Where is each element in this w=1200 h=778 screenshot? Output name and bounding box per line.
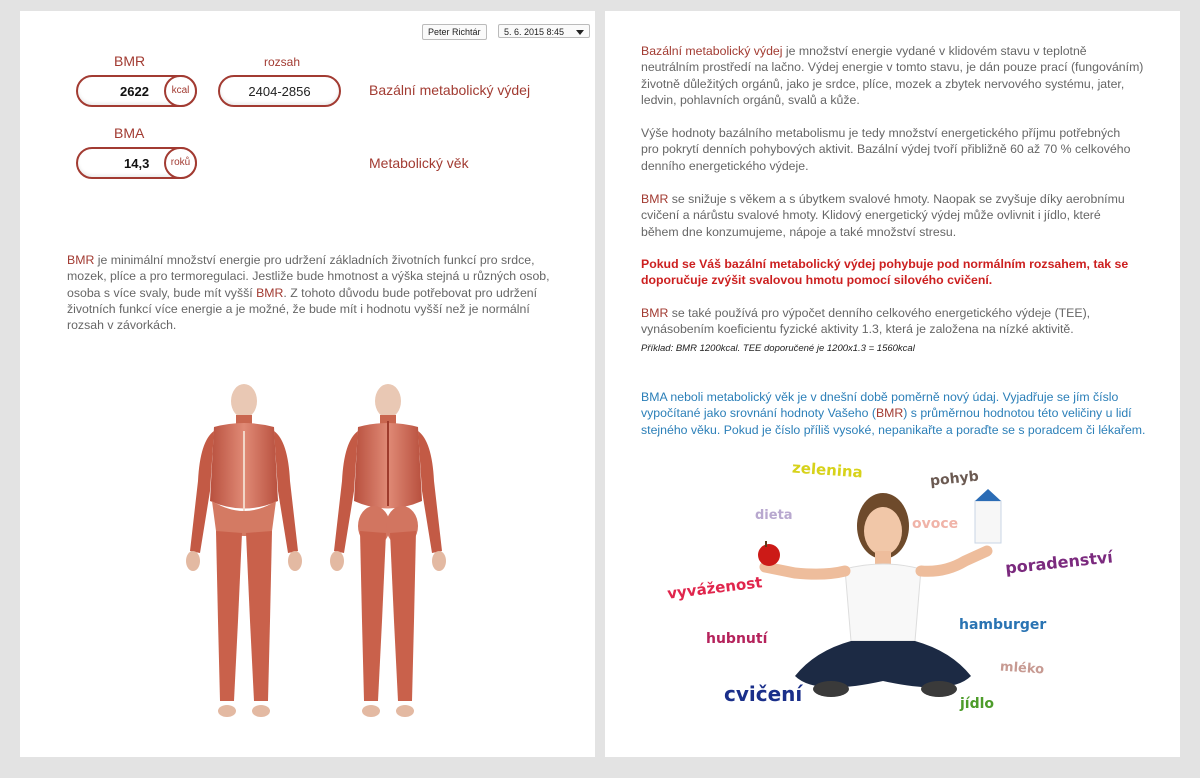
definition-text: je množství energie vydané v klidovém stavu v teplotně neutrálním prostředí na lačno. Výdej energie v tomto stavu, je dán pouze prací (fungováním) životně důležitých orgánů, jako je srdce, plíce, mozek a zbytek nervového systému, jater, ledvin, pohlavních orgánů, svalů a kůže.	[641, 44, 1144, 107]
bmr-label: BMR	[114, 53, 146, 69]
bmr-range-field	[218, 75, 341, 107]
word-cloud-item: pohyb	[929, 468, 980, 490]
bmr-text-2: . Z tohoto důvodu bude potřebovat pro udržení životních funkcí více energie a je možné, že bude mít i hodnotu vyšší než je normální rozsah v závorkách.	[67, 285, 538, 333]
tee-example: Příklad: BMR 1200kcal. TEE doporučené je 1200x1.3 = 1560kcal	[641, 343, 915, 354]
word-cloud-item: cvičení	[724, 682, 803, 706]
recommendation-text: Pokud se Váš bazální metabolický výdej pohybuje pod normálním rozsahem, tak se doporučuje zvýšit svalovou hmotu pomocí silového cvičení.	[641, 257, 1129, 288]
bmr-term: BMR	[641, 192, 669, 206]
bma-description: Metabolický věk	[369, 155, 469, 171]
word-cloud-item: vyváženost	[666, 573, 764, 603]
bma-text-2: ) s průměrnou hodnotou této veličiny u lidí stejného věku. Pokud je číslo příliš vysoké, nepanikařte a poraďte se s poradcem či lékařem.	[641, 406, 1146, 437]
bmr-unit: kcal	[164, 75, 197, 107]
word-cloud-item: ovoce	[912, 516, 959, 532]
left-panel	[20, 11, 595, 757]
bmr-full-term: Bazální metabolický výdej	[641, 44, 783, 58]
muscle-front-figure	[174, 381, 314, 721]
bmr-value-field	[76, 75, 197, 107]
bma-value: 14,3	[124, 156, 150, 171]
factors-text: se snižuje s věkem a s úbytkem svalové hmoty. Naopak se zvyšuje díky aerobnímu cvičení a nárůstu svalové hmoty. Klidový energetický výdej může ovlivnit i jídlo, které během dne konzumujeme, nápoje a také množství stresu.	[641, 192, 1125, 239]
bmr-definition	[641, 43, 1146, 108]
user-name-field[interactable]: Peter Richtár	[422, 24, 487, 40]
word-cloud-item: jídlo	[960, 696, 995, 712]
bmr-term: BMR	[67, 253, 95, 267]
date-select-value: 5. 6. 2015 8:45	[504, 27, 565, 37]
word-cloud-item: dieta	[755, 508, 793, 523]
bmr-text-1: je minimální množství energie pro udržení základních životních funkcí pro srdce, mozek, plíce a pro termoregulaci. Jestliže bude hmotnost a výška stejná u různých osob, osoba s více svaly, bude mít vyšší	[67, 253, 550, 300]
woman-illustration	[755, 481, 1015, 706]
bma-explanation	[641, 389, 1146, 438]
bma-label: BMA	[114, 125, 145, 141]
tee-paragraph	[641, 305, 1146, 338]
bmr-term: BMR	[641, 306, 669, 320]
word-cloud-item: mléko	[999, 659, 1045, 678]
right-panel	[605, 11, 1180, 757]
bmr-explanation	[67, 252, 562, 333]
muscle-back-figure	[318, 381, 458, 721]
range-label: rozsah	[264, 55, 301, 69]
bmr-description: Bazální metabolický výdej	[369, 82, 531, 98]
bmr-term: BMR	[875, 406, 904, 421]
word-cloud-item: hubnutí	[706, 631, 768, 647]
date-select[interactable]	[498, 24, 590, 38]
chevron-down-icon[interactable]	[576, 30, 584, 35]
word-cloud-item: poradenství	[1004, 547, 1114, 578]
word-cloud-item: zelenina	[791, 458, 864, 482]
bmr-range-value: 2404-2856	[248, 84, 311, 99]
bmr-term: BMR	[256, 285, 284, 300]
bma-text-1: BMA neboli metabolický věk je v dnešní době poměrně nový údaj. Vyjadřuje se jím číslo vypočítané jako srovnání hodnoty Vašeho (	[641, 390, 1119, 421]
bmr-value: 2622	[120, 84, 149, 99]
word-cloud-item: hamburger	[959, 617, 1047, 633]
bmr-factors-paragraph	[641, 191, 1141, 240]
tee-text: se také používá pro výpočet denního celkového energetického výdeje (TEE), vynásobením koeficientu fyzické aktivity 1.3, která je založena na nízké aktivitě.	[641, 306, 1091, 337]
bmr-share-paragraph: Výše hodnoty bazálního metabolismu je tedy množství energetického příjmu potřebných pro pokrytí denních pohybových aktivit. Bazální výdej tvoří přibližně 60 až 70 % celkového denního energetického výdeje.	[641, 126, 1131, 173]
bma-value-field	[76, 147, 197, 179]
bma-unit: roků	[164, 147, 197, 179]
